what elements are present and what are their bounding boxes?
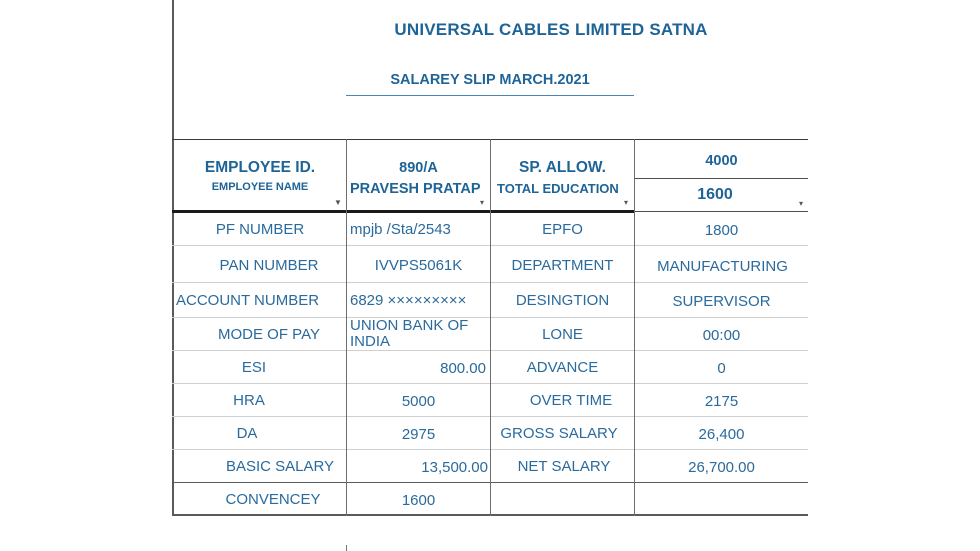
conveyance-value[interactable]: 1600 bbox=[401, 491, 436, 509]
dropdown-arrow-icon[interactable]: ▾ bbox=[798, 198, 803, 208]
esi-value[interactable]: 800.00 bbox=[440, 359, 486, 377]
designation-value[interactable]: SUPERVISOR bbox=[672, 293, 771, 310]
esi-label: ESI bbox=[241, 358, 267, 376]
pf-number-value[interactable]: mpjb /Sta/2543 bbox=[350, 220, 451, 238]
company-title: UNIVERSAL CABLES LIMITED SATNA bbox=[394, 20, 708, 39]
bottom-tick-mark bbox=[346, 545, 347, 551]
basic-salary-value[interactable]: 13,500.00 bbox=[421, 458, 488, 476]
empty-cell[interactable] bbox=[491, 483, 634, 515]
designation-label: DESINGTION bbox=[515, 292, 610, 309]
epfo-label: EPFO bbox=[542, 220, 583, 238]
slip-title: SALAREY SLIP MARCH.2021 bbox=[390, 72, 590, 88]
sp-allow-label: SP. ALLOW. bbox=[519, 159, 606, 176]
da-value[interactable]: 2975 bbox=[401, 425, 436, 443]
employee-name-value[interactable]: PRAVESH PRATAP bbox=[350, 181, 481, 197]
basic-salary-label: BASIC SALARY bbox=[225, 457, 335, 475]
employee-name-label: EMPLOYEE NAME bbox=[211, 181, 309, 193]
sp-allow-value[interactable]: 4000 bbox=[705, 153, 738, 169]
employee-id-value[interactable]: 890/A bbox=[399, 160, 438, 176]
employee-id-label: EMPLOYEE ID. bbox=[204, 159, 316, 176]
account-number-value[interactable]: 6829 ××××××××× bbox=[350, 292, 467, 309]
advance-label: ADVANCE bbox=[526, 358, 599, 376]
loan-value[interactable]: 00:00 bbox=[702, 326, 741, 344]
mode-of-pay-value[interactable]: UNION BANK OF INDIA bbox=[350, 318, 469, 350]
pf-number-label: PF NUMBER bbox=[215, 220, 305, 238]
hra-value[interactable]: 5000 bbox=[401, 392, 436, 410]
filter-funnel-icon[interactable]: ▼ bbox=[334, 197, 342, 207]
dropdown-arrow-icon[interactable]: ▾ bbox=[479, 197, 484, 207]
account-number-label: ACCOUNT NUMBER bbox=[176, 292, 320, 309]
net-salary-value[interactable]: 26,700.00 bbox=[688, 458, 755, 476]
over-time-label: OVER TIME bbox=[529, 391, 613, 409]
conveyance-label: CONVENCEY bbox=[225, 490, 321, 508]
grid-line bbox=[634, 178, 808, 179]
gross-salary-value[interactable]: 26,400 bbox=[698, 425, 745, 443]
gross-salary-label: GROSS SALARY bbox=[500, 424, 618, 442]
loan-label: LONE bbox=[542, 325, 583, 343]
pan-number-label: PAN NUMBER bbox=[219, 256, 319, 274]
total-education-label: TOTAL EDUCATION bbox=[497, 180, 619, 196]
pan-number-value[interactable]: IVVPS5061K bbox=[374, 256, 463, 274]
dropdown-arrow-icon[interactable]: ▾ bbox=[623, 197, 628, 207]
grid-line bbox=[634, 211, 808, 212]
da-label: DA bbox=[236, 424, 258, 442]
department-value[interactable]: MANUFACTURING bbox=[657, 257, 788, 275]
mode-of-pay-label: MODE OF PAY bbox=[218, 325, 320, 343]
hra-label: HRA bbox=[233, 391, 265, 409]
slip-title-underline bbox=[346, 95, 634, 96]
epfo-value[interactable]: 1800 bbox=[704, 221, 739, 239]
net-salary-label: NET SALARY bbox=[517, 457, 611, 475]
empty-cell[interactable] bbox=[635, 483, 808, 515]
total-education-value[interactable]: 1600 bbox=[697, 186, 733, 203]
advance-value[interactable]: 0 bbox=[717, 359, 726, 377]
over-time-value[interactable]: 2175 bbox=[704, 392, 739, 410]
department-label: DEPARTMENT bbox=[511, 256, 614, 274]
